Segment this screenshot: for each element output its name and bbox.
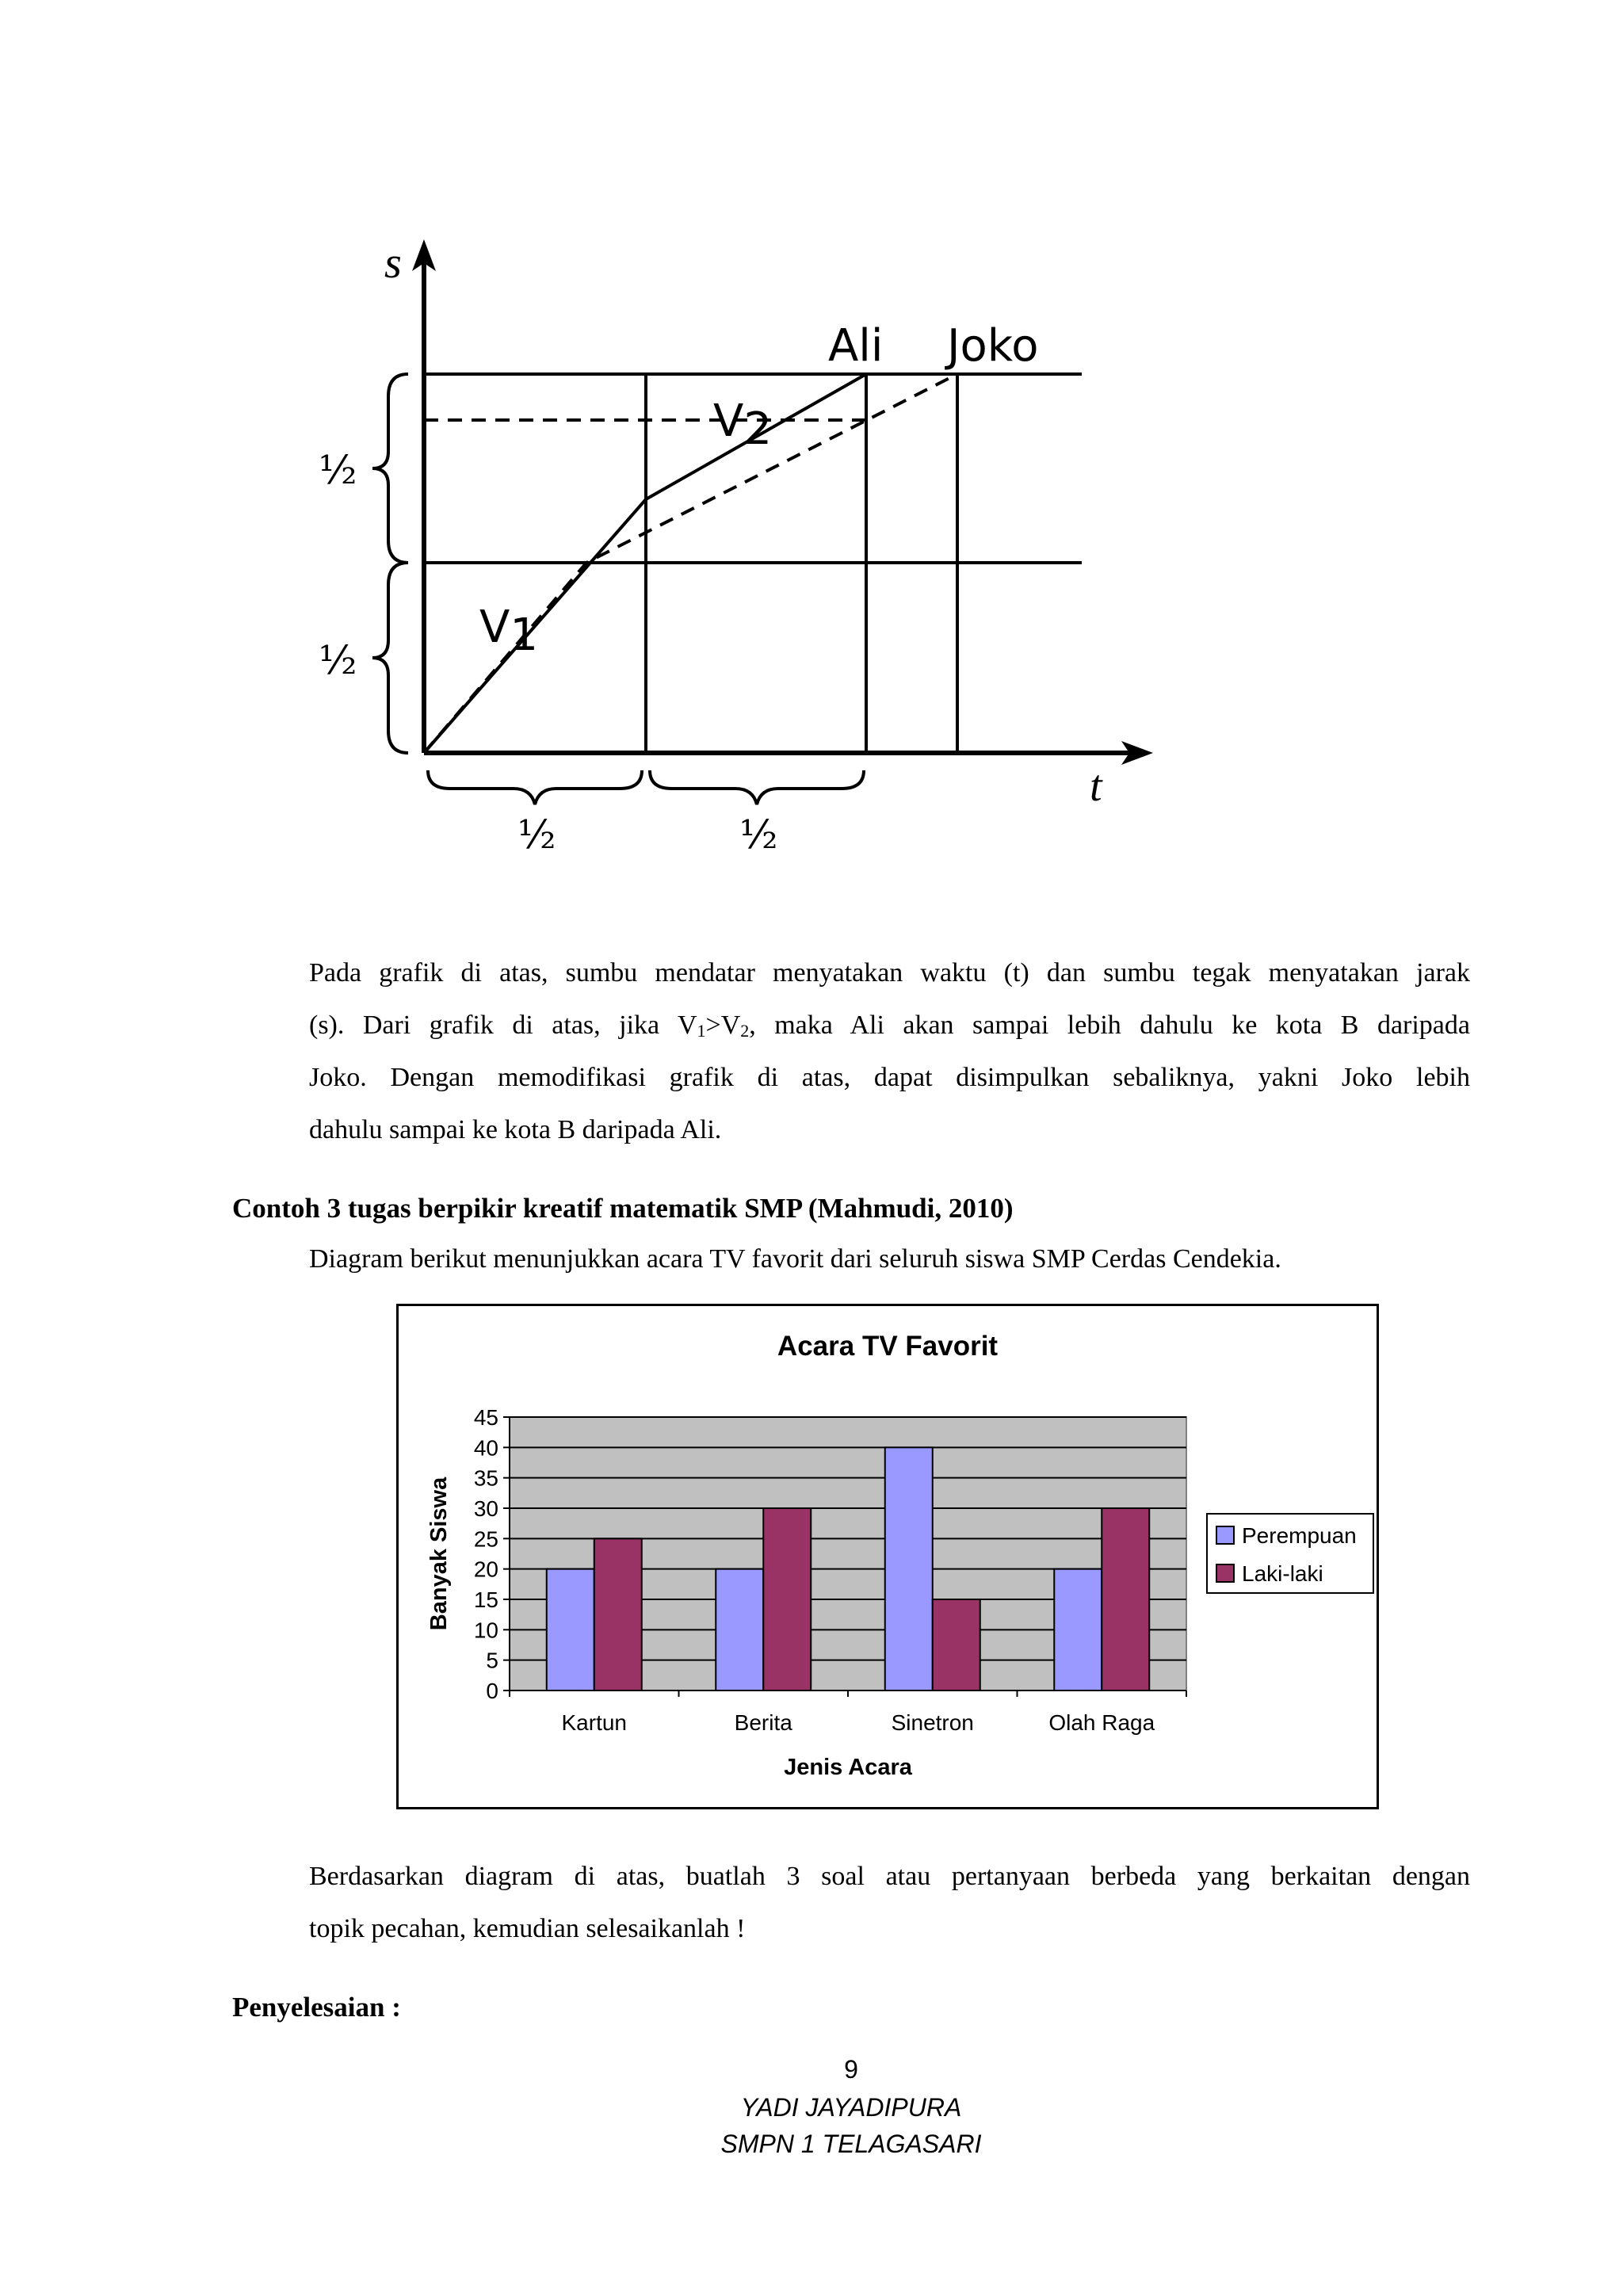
brace-bottom-right — [650, 770, 864, 804]
bar-laki-laki-berita — [763, 1508, 811, 1690]
y-tick-label: 35 — [473, 1465, 498, 1491]
y-tick-label: 40 — [473, 1435, 498, 1461]
axis-s-label: s — [384, 239, 402, 288]
y-tick-label: 20 — [473, 1557, 498, 1582]
chart-frame — [396, 1304, 1379, 1809]
y-tick-label: 30 — [473, 1496, 498, 1521]
brace-left-top — [372, 374, 408, 563]
bar-perempuan-olah-raga — [1054, 1569, 1102, 1690]
bar-laki-laki-olah-raga — [1102, 1508, 1149, 1690]
chart-intro-text: Diagram berikut menunjukkan acara TV favorit dari seluruh siswa SMP Cerdas Cendekia. — [309, 1244, 1281, 1274]
legend-label-laki-laki: Laki-laki — [1242, 1561, 1323, 1586]
para2-line2: topik pecahan, kemudian selesaikanlah ! — [309, 1914, 746, 1943]
x-tick-label: Berita — [734, 1710, 792, 1735]
bar-laki-laki-sinetron — [933, 1599, 980, 1690]
legend-swatch-perempuan — [1216, 1526, 1234, 1544]
y-tick-label: 0 — [486, 1679, 498, 1703]
para1-line1: Pada grafik di atas, sumbu mendatar menyatakan waktu (t) dan sumbu tegak menyatakan jarak — [309, 958, 1470, 988]
y-tick-label: 45 — [473, 1405, 498, 1430]
y-tick-label: 15 — [473, 1587, 498, 1612]
ali-label: Ali — [828, 320, 884, 372]
bar-perempuan-kartun — [547, 1569, 594, 1690]
tv-favorite-chart — [399, 1306, 1377, 1807]
para2-line1: Berdasarkan diagram di atas, buatlah 3 soal atau pertanyaan berbeda yang berkaitan dengan — [309, 1862, 1470, 1891]
heading-solution: Penyelesaian : — [232, 1992, 401, 2023]
brace-left-bottom — [372, 563, 408, 753]
y-tick-label: 25 — [473, 1526, 498, 1552]
y-tick-label: 5 — [486, 1648, 498, 1673]
para1-line2: (s). Dari grafik di atas, jika $V_1>V_2$, maka Ali akan sampai lebih dahulu ke kota B daripada — [309, 1010, 1470, 1041]
y-tick-label: 10 — [473, 1618, 498, 1643]
footer-author: YADI JAYADIPURA — [740, 2093, 962, 2122]
paragraph-graph-explanation — [309, 947, 1470, 1156]
joko-label: Joko — [947, 320, 1039, 372]
brace-bottom-left — [428, 770, 642, 804]
bar-perempuan-berita — [716, 1569, 763, 1690]
x-tick-label: Sinetron — [891, 1710, 974, 1735]
half-left-bottom: ½ — [319, 637, 357, 683]
x-tick-label: Olah Raga — [1048, 1710, 1155, 1735]
half-bottom-right: ½ — [739, 812, 778, 858]
v1-label: V1 — [479, 602, 538, 661]
para1-line3: Joko. Dengan memodifikasi grafik di atas, dapat disimpulkan sebaliknya, yakni Joko lebih — [309, 1063, 1470, 1092]
half-bottom-left: ½ — [517, 812, 556, 858]
bar-laki-laki-kartun — [594, 1538, 642, 1690]
distance-time-graph — [262, 238, 1181, 872]
x-axis-label: Jenis Acara — [784, 1755, 912, 1780]
heading-example-3: Contoh 3 tugas berpikir kreatif matematik SMP (Mahmudi, 2010) — [232, 1193, 1014, 1224]
x-tick-label: Kartun — [561, 1710, 627, 1735]
y-axis-label: Banyak Siswa — [426, 1477, 452, 1631]
half-left-top: ½ — [319, 447, 357, 493]
para1-line4: dahulu sampai ke kota B daripada Ali. — [309, 1115, 722, 1144]
footer-school: SMPN 1 TELAGASARI — [720, 2130, 982, 2158]
bar-perempuan-sinetron — [885, 1447, 933, 1690]
legend-label-perempuan: Perempuan — [1242, 1523, 1357, 1548]
page-number: 9 — [844, 2055, 858, 2084]
v2-label: V2 — [713, 395, 772, 455]
axis-t-label: t — [1090, 762, 1102, 811]
paragraph-task — [309, 1851, 1470, 1955]
chart-title: Acara TV Favorit — [777, 1331, 999, 1362]
legend-swatch-laki-laki — [1216, 1564, 1234, 1582]
